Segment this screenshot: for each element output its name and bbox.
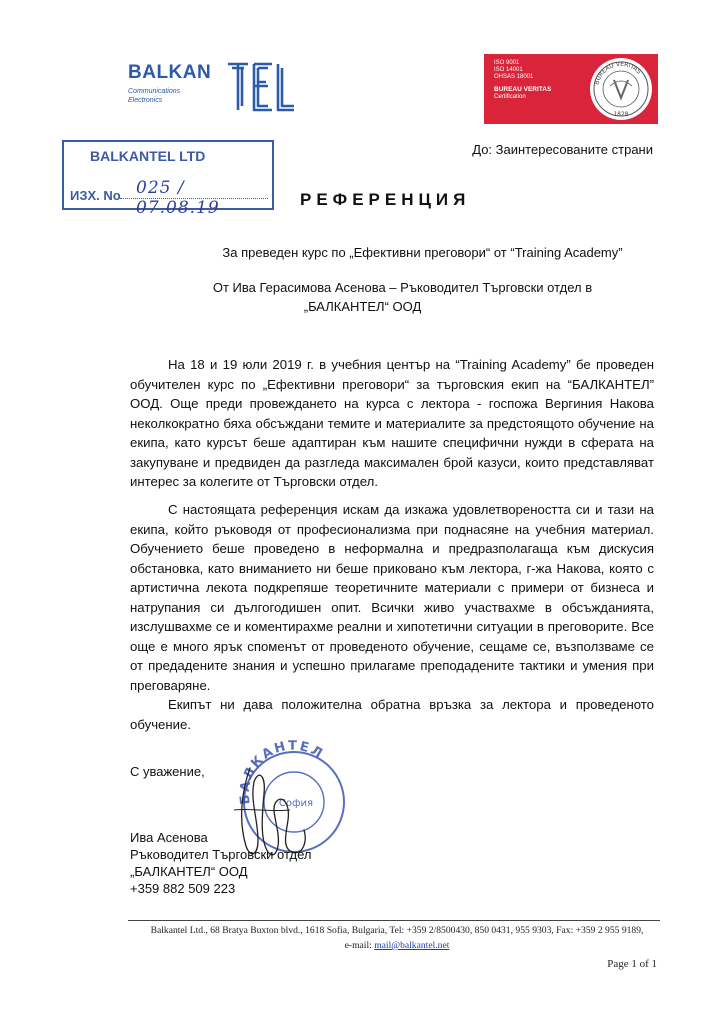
body-paragraph: Екипът ни дава положителна обратна връзка за лектора и проведеното обучение. <box>130 697 654 732</box>
logo-tagline-communications: Communications <box>128 88 181 95</box>
registry-stamp <box>62 140 274 218</box>
closing-salutation: С уважение, <box>130 764 205 779</box>
signatory-company: „БАЛКАНТЕЛ“ ООД <box>130 864 248 879</box>
bureau-veritas-seal-icon <box>588 56 654 122</box>
footer-email-label: e-mail: <box>344 940 372 951</box>
signatory-title: Ръководител Търговски отдел <box>130 847 312 862</box>
stamp-reference-label: ИЗХ. No <box>70 188 121 203</box>
signatory-name: Ива Асенова <box>130 830 208 845</box>
seal-year: 1828 <box>613 111 629 118</box>
document-title: РЕФЕРЕНЦИЯ <box>300 190 471 209</box>
stamp-company-name: BALKANTEL LTD <box>90 148 206 164</box>
logo-wordmark: BALKAN <box>128 62 212 83</box>
seal-ring-text: BUREAU VERITAS <box>593 60 643 86</box>
author-line: От Ива Герасимова Асенова – Ръководител Търговски отдел в <box>212 280 593 295</box>
author-company-line: „БАЛКАНТЕЛ“ ООД <box>303 299 422 314</box>
cert-line: ISO 14001 <box>494 67 523 73</box>
signatory-phone: +359 882 509 223 <box>130 881 236 896</box>
cert-label: Certification <box>494 94 526 100</box>
stamp-handwritten-reference: 025 / 07.08.19 <box>136 178 220 218</box>
footer-email-link[interactable]: mail@balkantel.net <box>374 940 450 951</box>
seal-ring-text: БАЛКАНТЕЛ <box>237 740 327 806</box>
page-number: Page 1 of 1 <box>607 958 657 970</box>
body-paragraph: С настоящата референция искам да изкажа удовлетвореността си и тази на екипа, който ръководя от професионализма при поднасяне на учебния материал. Обучението беше проведено в неформална и предразполагаща към дискусия обстановка, като вниманието ни беше приковано към лектора, г-жа Накова, която с артистична лекота подкрепяше теоретичните материали с примери от бизнеса и натрупания си дългогодишен опит. Всички живо участвахме в обсъжданията, изслушвахме се и коментирахме реални и хипотетични ситуации в преговорите. Все още е много ярък споменът от проведеното обучение, сещаме се, възползваме се от предадените знания и успешно прилагаме преподадените тактики и умения при преговаряне. <box>130 502 654 693</box>
seal-city: София <box>278 798 314 809</box>
company-logo <box>128 60 298 114</box>
cert-line: OHSAS 18001 <box>494 74 534 80</box>
certification-badge <box>484 54 658 124</box>
footer-divider <box>128 920 660 921</box>
footer-email-line <box>132 940 662 951</box>
recipients-line: До: Заинтересованите страни <box>472 142 653 157</box>
logo-tel-mark <box>226 60 296 114</box>
cert-line: ISO 9001 <box>494 60 520 66</box>
body-paragraph: На 18 и 19 юли 2019 г. в учебния център на “Training Academy” бе проведен обучителен курс по „Ефективни преговори“ за търговския екип на “БАЛКАНТЕЛ” ООД. Още преди провеждането на курса с лектора - госпожа Вергиния Накова неколкократно бяха обсъждани темите и материалите за предстоящото обучение на екипа, като курсът беше адаптиран към нашите специфични нужди в сферата на закупуване и предвиден да разгледа максимален брой казуси, които представляват интерес за колегите от Търговски отдел. <box>130 357 654 489</box>
logo-tagline-electronics: Electronics <box>128 97 163 104</box>
cert-brand: BUREAU VERITAS <box>494 86 552 93</box>
footer-address: Balkantel Ltd., 68 Bratya Buxton blvd., 1618 Sofia, Bulgaria, Tel: +359 2/8500430, 850 0431, 955 9303, Fax: +359 2 955 9189, <box>150 925 644 936</box>
subject-line: За преведен курс по „Ефективни преговори“ от “Training Academy” <box>222 245 623 260</box>
